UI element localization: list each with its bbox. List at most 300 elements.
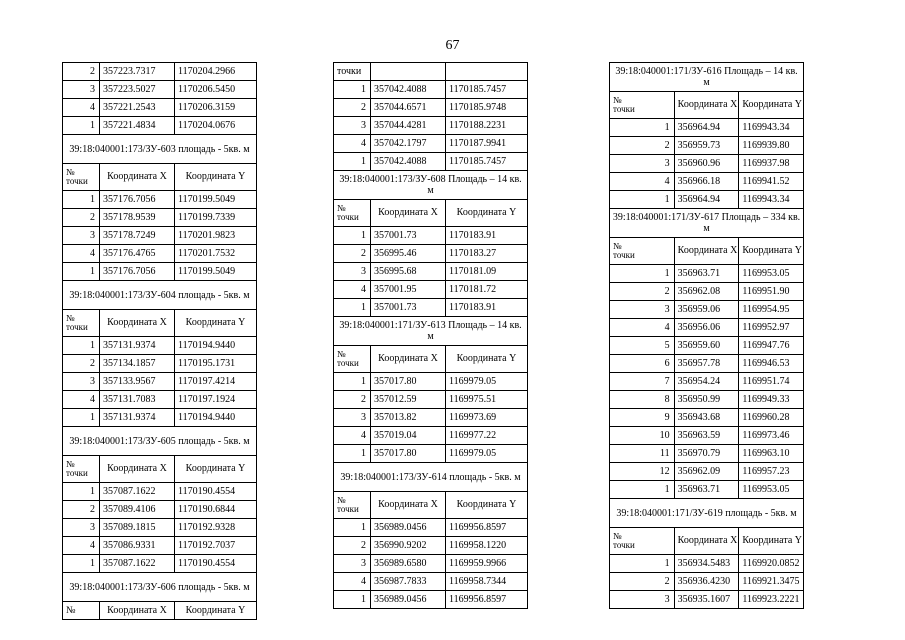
header-num-word: точки [337, 504, 359, 514]
coordinate-x: 356959.73 [674, 137, 739, 155]
coordinate-x: 356987.7833 [371, 573, 446, 591]
coordinates-table [62, 62, 257, 620]
coordinate-y: 1170204.2966 [175, 63, 257, 81]
coordinate-y: 1169977.22 [446, 427, 528, 445]
coordinate-y: 1169920.0852 [739, 555, 804, 573]
coordinate-y: 1170183.27 [446, 245, 528, 263]
table-row [610, 191, 804, 209]
coordinate-x: 357012.59 [371, 391, 446, 409]
table-row [63, 263, 257, 281]
table-row [63, 191, 257, 209]
point-number: 1 [610, 481, 675, 499]
coordinate-y: 1170185.9748 [446, 99, 528, 117]
coordinate-x: 356935.1607 [674, 591, 739, 609]
coordinate-x: 357042.1797 [371, 135, 446, 153]
header-coordinate-x: Координата X [100, 456, 175, 483]
coordinate-y: 1169975.51 [446, 391, 528, 409]
header-coordinate-x: Координата X [100, 310, 175, 337]
coordinate-x: 356964.94 [674, 191, 739, 209]
point-number: 1 [334, 373, 371, 391]
coordinate-y: 1169963.10 [739, 445, 804, 463]
coordinate-y: 1170194.9440 [175, 337, 257, 355]
header-coordinate-y: Координата Y [175, 602, 257, 620]
header-coordinate-y: Координата Y [446, 346, 528, 373]
coordinate-x: 357013.82 [371, 409, 446, 427]
table-row [63, 555, 257, 573]
coordinate-y: 1170206.5450 [175, 81, 257, 99]
table-header-row [334, 346, 528, 373]
table-row [334, 135, 528, 153]
point-number: 4 [63, 537, 100, 555]
coordinate-y: 1169951.90 [739, 283, 804, 301]
point-number: 3 [610, 155, 675, 173]
point-number: 1 [63, 483, 100, 501]
table-header-row [63, 164, 257, 191]
header-point-number [334, 200, 371, 227]
table-row [63, 209, 257, 227]
parcel-title-row [334, 317, 528, 346]
table-row [610, 337, 804, 355]
coordinate-y: 1170201.9823 [175, 227, 257, 245]
parcel-title-row [63, 427, 257, 456]
parcel-title: 39:18:040001:171/ЗУ-619 площадь - 5кв. м [610, 499, 804, 528]
coordinate-y: 1169947.76 [739, 337, 804, 355]
point-number: 3 [63, 373, 100, 391]
point-number: 5 [610, 337, 675, 355]
coordinate-x: 356963.59 [674, 427, 739, 445]
point-number: 4 [334, 573, 371, 591]
coordinate-y: 1169957.23 [739, 463, 804, 481]
coordinate-y: 1170192.7037 [175, 537, 257, 555]
coordinate-x: 357044.6571 [371, 99, 446, 117]
coordinate-y: 1169979.05 [446, 373, 528, 391]
point-number: 3 [63, 81, 100, 99]
point-number: 3 [334, 409, 371, 427]
parcel-title: 39:18:040001:173/ЗУ-605 площадь - 5кв. м [63, 427, 257, 456]
header-point-number [334, 346, 371, 373]
table-row [610, 119, 804, 137]
coordinate-x: 356963.71 [674, 481, 739, 499]
point-number: 1 [334, 519, 371, 537]
coordinate-y: 1169941.52 [739, 173, 804, 191]
coordinate-y: 1169921.3475 [739, 573, 804, 591]
point-number: 4 [610, 173, 675, 191]
point-number: 2 [610, 283, 675, 301]
table-row [63, 245, 257, 263]
table-row [63, 227, 257, 245]
coordinate-y: 1169973.69 [446, 409, 528, 427]
coordinate-y: 1170195.1731 [175, 355, 257, 373]
header-num-sign: № [66, 313, 75, 323]
point-number: 1 [63, 191, 100, 209]
coordinate-y: 1169949.33 [739, 391, 804, 409]
table-row [610, 463, 804, 481]
point-number: 3 [610, 301, 675, 319]
coordinate-x: 357017.80 [371, 445, 446, 463]
table-row [334, 427, 528, 445]
header-coordinate-x: Координата X [674, 238, 739, 265]
coordinates-table-left [62, 62, 257, 620]
point-number: 4 [334, 281, 371, 299]
coordinate-y: 1170181.09 [446, 263, 528, 281]
header-num-sign: № [337, 203, 346, 213]
coordinate-y: 1170187.9941 [446, 135, 528, 153]
point-number: 1 [610, 191, 675, 209]
coordinate-x: 357042.4088 [371, 81, 446, 99]
point-number: 4 [63, 391, 100, 409]
table-row [610, 445, 804, 463]
table-row [334, 445, 528, 463]
point-number: 7 [610, 373, 675, 391]
header-point-number: № [63, 602, 100, 620]
point-number: 11 [610, 445, 675, 463]
parcel-title-row [63, 135, 257, 164]
table-header-row [334, 200, 528, 227]
table-row [334, 227, 528, 245]
coordinate-y: 1169943.34 [739, 119, 804, 137]
table-header-row-continued [334, 63, 528, 81]
point-number: 1 [63, 263, 100, 281]
point-number: 3 [334, 555, 371, 573]
coordinate-x: 357178.9539 [100, 209, 175, 227]
header-coordinate-y: Координата Y [175, 164, 257, 191]
header-point-number [610, 528, 675, 555]
point-number: 4 [63, 245, 100, 263]
table-row [334, 373, 528, 391]
table-row [334, 555, 528, 573]
coordinate-x: 356936.4230 [674, 573, 739, 591]
coordinate-x: 356934.5483 [674, 555, 739, 573]
header-coordinate-x: Координата X [371, 492, 446, 519]
coordinate-x: 357223.5027 [100, 81, 175, 99]
point-number: 3 [334, 117, 371, 135]
header-point-number [610, 238, 675, 265]
header-coordinate-y: Координата Y [446, 200, 528, 227]
coordinate-x: 356962.09 [674, 463, 739, 481]
coordinate-y: 1169960.28 [739, 409, 804, 427]
coordinate-x: 356959.60 [674, 337, 739, 355]
coordinate-y: 1170183.91 [446, 299, 528, 317]
coordinate-x: 356954.24 [674, 373, 739, 391]
table-row [610, 391, 804, 409]
coordinate-y: 1170190.4554 [175, 555, 257, 573]
table-row [610, 137, 804, 155]
point-number: 1 [610, 555, 675, 573]
parcel-title-row [63, 281, 257, 310]
parcel-title: 39:18:040001:173/ЗУ-606 площадь - 5кв. м [63, 573, 257, 602]
coordinate-x: 356960.96 [674, 155, 739, 173]
parcel-title: 39:18:040001:173/ЗУ-608 Площадь – 14 кв. м [334, 171, 528, 200]
coordinate-x: 356989.6580 [371, 555, 446, 573]
point-number: 2 [334, 537, 371, 555]
header-num-word: точки [613, 104, 635, 114]
coordinate-x: 356959.06 [674, 301, 739, 319]
parcel-title-row [334, 463, 528, 492]
coordinate-y: 1170204.0676 [175, 117, 257, 135]
table-row [610, 373, 804, 391]
header-coordinate-y: Координата Y [739, 238, 804, 265]
table-row [334, 99, 528, 117]
coordinate-x: 357089.1815 [100, 519, 175, 537]
coordinate-x: 357176.4765 [100, 245, 175, 263]
page-number: 67 [445, 38, 460, 53]
point-number: 2 [63, 355, 100, 373]
table-header-row [63, 310, 257, 337]
point-number: 4 [610, 319, 675, 337]
parcel-title-row [610, 209, 804, 238]
point-number: 4 [334, 135, 371, 153]
header-point-number [63, 456, 100, 483]
header-point-number [63, 310, 100, 337]
header-coordinate-x: Координата X [371, 200, 446, 227]
coordinate-x: 356966.18 [674, 173, 739, 191]
table-row [610, 409, 804, 427]
coordinate-x: 357134.1857 [100, 355, 175, 373]
coordinate-y: 1170194.9440 [175, 409, 257, 427]
coordinate-x: 357019.04 [371, 427, 446, 445]
table-header-row [334, 492, 528, 519]
table-row [63, 391, 257, 409]
header-num-sign: № [66, 459, 75, 469]
header-num-word: точки [337, 358, 359, 368]
coordinate-x: 356962.08 [674, 283, 739, 301]
parcel-title: 39:18:040001:171/ЗУ-616 Площадь – 14 кв. м [610, 63, 804, 92]
coordinate-y: 1169946.53 [739, 355, 804, 373]
table-row [334, 117, 528, 135]
header-num-sign: № [337, 495, 346, 505]
point-number: 6 [610, 355, 675, 373]
point-number: 2 [334, 391, 371, 409]
table-row [334, 81, 528, 99]
table-row [610, 265, 804, 283]
point-number: 1 [63, 337, 100, 355]
coordinate-y: 1170185.7457 [446, 81, 528, 99]
table-row [63, 337, 257, 355]
coordinate-x: 356957.78 [674, 355, 739, 373]
point-number: 1 [334, 153, 371, 171]
table-row [63, 537, 257, 555]
coordinate-x: 357133.9567 [100, 373, 175, 391]
table-row [334, 391, 528, 409]
table-row [63, 409, 257, 427]
parcel-title: 39:18:040001:173/ЗУ-603 площадь - 5кв. м [63, 135, 257, 164]
coordinate-y: 1169973.46 [739, 427, 804, 445]
header-coordinate-x: Координата X [674, 528, 739, 555]
coordinate-y: 1169958.1220 [446, 537, 528, 555]
table-row [610, 555, 804, 573]
coordinate-x: 356943.68 [674, 409, 739, 427]
point-number: 1 [63, 555, 100, 573]
point-number: 4 [334, 427, 371, 445]
coordinate-x: 356963.71 [674, 265, 739, 283]
table-row [610, 173, 804, 191]
header-num-word: точки [613, 540, 635, 550]
coordinate-x: 357089.4106 [100, 501, 175, 519]
coordinate-x: 356950.99 [674, 391, 739, 409]
parcel-title: 39:18:040001:173/ЗУ-614 площадь - 5кв. м [334, 463, 528, 492]
coordinate-y: 1169939.80 [739, 137, 804, 155]
point-number: 8 [610, 391, 675, 409]
header-num-sign: № [613, 241, 622, 251]
point-number: 2 [334, 245, 371, 263]
header-num-word: точки [337, 212, 359, 222]
coordinate-y: 1170190.4554 [175, 483, 257, 501]
coordinate-y: 1170197.1924 [175, 391, 257, 409]
table-row [610, 301, 804, 319]
coordinate-y: 1170199.5049 [175, 263, 257, 281]
coordinate-x: 357178.7249 [100, 227, 175, 245]
coordinate-y: 1170185.7457 [446, 153, 528, 171]
table-row [334, 153, 528, 171]
coordinate-x: 356995.46 [371, 245, 446, 263]
point-number: 1 [334, 445, 371, 463]
table-row [334, 591, 528, 609]
coordinate-x: 357001.73 [371, 227, 446, 245]
coordinate-y: 1169952.97 [739, 319, 804, 337]
coordinate-y: 1169959.9966 [446, 555, 528, 573]
coordinate-y: 1169956.8597 [446, 519, 528, 537]
table-row [610, 591, 804, 609]
table-row [334, 299, 528, 317]
header-point-number [63, 164, 100, 191]
point-number: 9 [610, 409, 675, 427]
header-coordinate-y: Координата Y [175, 456, 257, 483]
table-row [63, 81, 257, 99]
table-row [334, 519, 528, 537]
coordinate-y: 1169979.05 [446, 445, 528, 463]
coordinate-x: 356964.94 [674, 119, 739, 137]
coordinate-y: 1169954.95 [739, 301, 804, 319]
point-number: 3 [334, 263, 371, 281]
point-number: 3 [63, 227, 100, 245]
table-row [63, 373, 257, 391]
coordinate-y: 1170190.6844 [175, 501, 257, 519]
coordinates-table [609, 62, 804, 609]
coordinate-x: 357176.7056 [100, 191, 175, 209]
coordinate-y: 1169953.05 [739, 481, 804, 499]
coordinate-y: 1170206.3159 [175, 99, 257, 117]
header-coordinate-y: Координата Y [446, 492, 528, 519]
parcel-title-row [610, 499, 804, 528]
parcel-title: 39:18:040001:171/ЗУ-617 Площадь – 334 кв. м [610, 209, 804, 238]
table-header-row [610, 92, 804, 119]
coordinate-x: 356989.0456 [371, 519, 446, 537]
table-row [610, 481, 804, 499]
point-number: 2 [334, 99, 371, 117]
table-row [63, 501, 257, 519]
coordinate-x: 357223.7317 [100, 63, 175, 81]
header-num-sign: № [613, 531, 622, 541]
point-number: 2 [610, 137, 675, 155]
coordinate-x: 356990.9202 [371, 537, 446, 555]
coordinate-x: 356989.0456 [371, 591, 446, 609]
table-row [610, 427, 804, 445]
table-row [63, 117, 257, 135]
coordinate-x: 357221.4834 [100, 117, 175, 135]
header-coordinate-x: Координата X [100, 164, 175, 191]
coordinate-x: 357087.1622 [100, 555, 175, 573]
coordinate-x: 357087.1622 [100, 483, 175, 501]
coordinates-table [333, 62, 528, 609]
table-row [610, 573, 804, 591]
coordinate-x: 357221.2543 [100, 99, 175, 117]
point-number: 3 [610, 591, 675, 609]
point-number: 1 [334, 591, 371, 609]
table-header-row [610, 238, 804, 265]
table-row [610, 355, 804, 373]
coordinates-table-middle [333, 62, 528, 609]
coordinate-x: 357042.4088 [371, 153, 446, 171]
coordinate-x: 357086.9331 [100, 537, 175, 555]
parcel-title-row [334, 171, 528, 200]
point-number: 2 [63, 63, 100, 81]
point-number: 1 [610, 265, 675, 283]
table-row [334, 281, 528, 299]
coordinate-y: 1170197.4214 [175, 373, 257, 391]
table-row [610, 283, 804, 301]
coordinate-y: 1169937.98 [739, 155, 804, 173]
table-header-row [63, 456, 257, 483]
coordinate-x: 357001.95 [371, 281, 446, 299]
coordinate-y: 1170192.9328 [175, 519, 257, 537]
point-number: 1 [610, 119, 675, 137]
parcel-title-row [610, 63, 804, 92]
parcel-title: 39:18:040001:173/ЗУ-604 площадь - 5кв. м [63, 281, 257, 310]
header-coordinate-y [446, 63, 528, 81]
header-coordinate-x: Координата X [371, 346, 446, 373]
coordinate-y: 1170181.72 [446, 281, 528, 299]
coordinate-x: 357176.7056 [100, 263, 175, 281]
point-number: 3 [63, 519, 100, 537]
table-row [63, 99, 257, 117]
coordinate-x: 357017.80 [371, 373, 446, 391]
point-number: 1 [334, 81, 371, 99]
table-header-row [610, 528, 804, 555]
table-row [63, 519, 257, 537]
parcel-title-row [63, 573, 257, 602]
coordinate-y: 1169958.7344 [446, 573, 528, 591]
coordinate-x: 357131.9374 [100, 337, 175, 355]
header-coordinate-y: Координата Y [175, 310, 257, 337]
table-row [334, 573, 528, 591]
coordinate-x: 357044.4281 [371, 117, 446, 135]
coordinate-x: 357001.73 [371, 299, 446, 317]
header-coordinate-x: Координата X [674, 92, 739, 119]
point-number: 1 [63, 117, 100, 135]
header-num-sign: № [613, 95, 622, 105]
coordinate-x: 357131.9374 [100, 409, 175, 427]
point-number: 4 [63, 99, 100, 117]
coordinate-y: 1170201.7532 [175, 245, 257, 263]
table-row [334, 537, 528, 555]
table-row [334, 245, 528, 263]
table-row [334, 409, 528, 427]
coordinate-y: 1169953.05 [739, 265, 804, 283]
point-number: 2 [610, 573, 675, 591]
header-point-number: точки [334, 63, 371, 81]
coordinate-x: 356956.06 [674, 319, 739, 337]
coordinate-y: 1170183.91 [446, 227, 528, 245]
point-number: 2 [63, 209, 100, 227]
table-row [63, 355, 257, 373]
point-number: 12 [610, 463, 675, 481]
point-number: 1 [334, 299, 371, 317]
table-header-row [63, 602, 257, 620]
table-row [334, 263, 528, 281]
coordinate-x: 356970.79 [674, 445, 739, 463]
header-point-number [334, 492, 371, 519]
coordinate-y: 1170199.7339 [175, 209, 257, 227]
